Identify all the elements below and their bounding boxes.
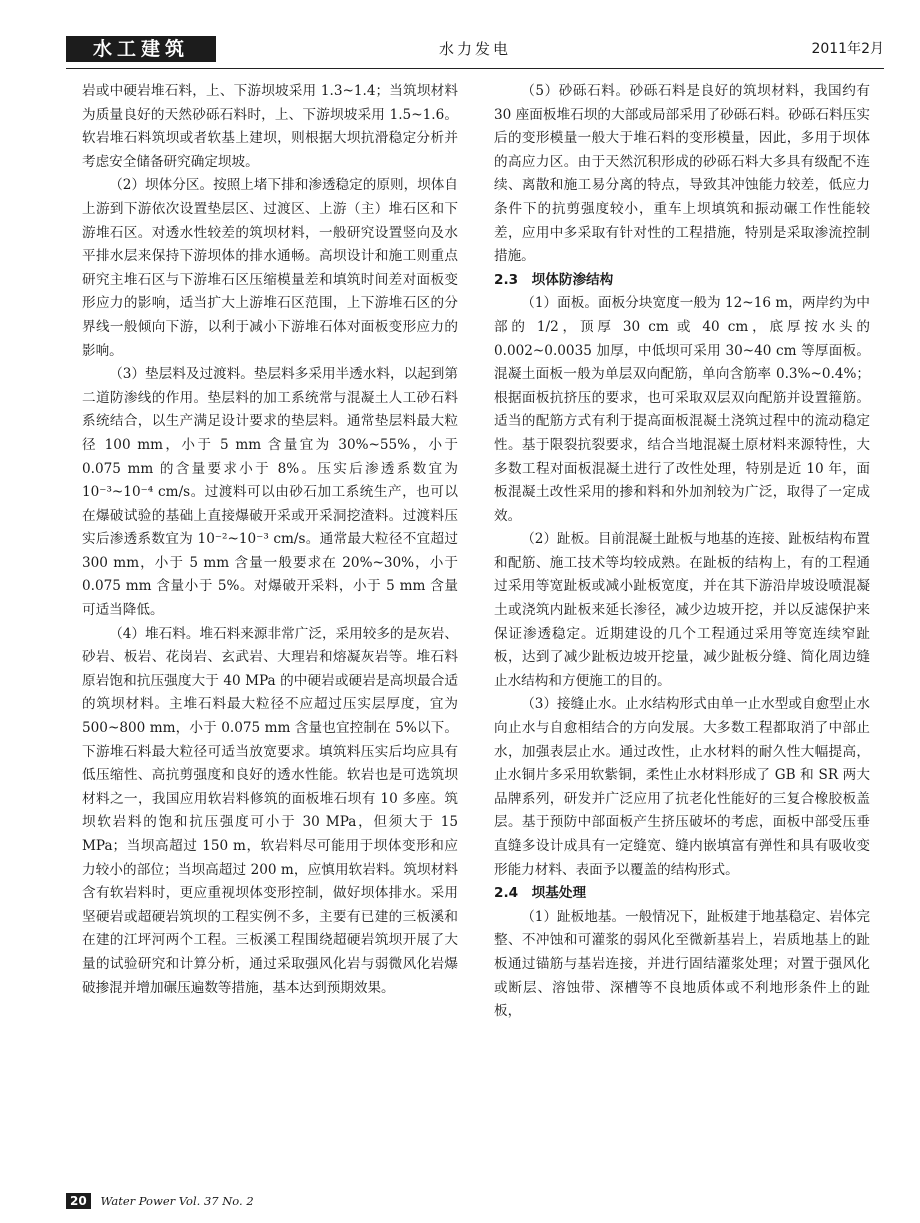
journal-issue: Water Power Vol. 37 No. 2 <box>100 1193 254 1208</box>
section-heading-2-4: 2.4 坝基处理 <box>494 885 587 902</box>
paragraph-slope-continued: 岩或中硬岩堆石料，上、下游坝坡采用 1.3~1.4；当筑坝材料为质量良好的天然砂砾石料时，上、下游坝坡采用 1.5~1.6。软岩堆石料筑坝或者软基上建坝，则根据大坝抗滑稳定分析并考虑安全储备研究确定坝坡。 <box>82 83 458 170</box>
section-tag: 水工建筑 <box>66 36 216 62</box>
paragraph-zoning: （2）坝体分区。按照上堵下排和渗透稳定的原则，坝体自上游到下游依次设置垫层区、过渡区、上游（主）堆石区和下游堆石区。对透水性较差的筑坝材料，一般研究设置竖向及水平排水层来保持下游坝体的排水通畅。高坝设计和施工则重点研究主堆石区与下游堆石区压缩模量差和填筑时间差对面板变形应力的影响，适当扩大上游堆石区范围，上下游堆石区的分界线一般倾向下游，以利于减小下游堆石体对面板变形应力的影响。 <box>82 177 458 359</box>
journal-name: 水力发电 <box>438 40 511 58</box>
paragraph-cushion-transition: （3）垫层料及过渡料。垫层料多采用半透水料，以起到第二道防渗线的作用。垫层料的加工系统常与混凝土人工砂石料系统结合，以生产满足设计要求的垫层料。通常垫层料最大粒径 100 mm，小于 5 mm 含量宜为 30%~55%，小于 0.075 mm 的含量要求小于 8%。压实后渗透系数宜为 10⁻³~10⁻⁴ cm/s。过渡料可以由砂石加工系统生产，也可以在爆破试验的基础上直接爆破开采或开采洞挖渣料。过渡料压实后渗透系数宜为 10⁻²~10⁻³ cm/s。通常最大粒径不宜超过 300 mm，小于 5 mm 含量一般要求在 20%~30%，小于 0.075 mm 含量小于 5%。对爆破开采料，小于 5 mm 含量可适当降低。 <box>82 366 458 619</box>
issue-date: 2011年2月 <box>811 41 884 57</box>
page-number: 20 <box>66 1193 91 1209</box>
right-column <box>494 80 870 1024</box>
paragraph-gravel: （5）砂砾石料。砂砾石料是良好的筑坝材料，我国约有 30 座面板堆石坝的大部或局部采用了砂砾石料。砂砾石料压实后的变形模量一般大于堆石料的变形模量，因此，多用于坝体的高应力区。由于天然沉积形成的砂砾石料大多具有级配不连续、离散和施工易分离的特点，导致其冲蚀能力较差，低应力条件下的抗剪强度较小，重车上坝填筑和振动碾工作性能较差，应用中多采取有针对性的工程措施，特别是采取渗流控制措施。 <box>494 83 870 265</box>
header-divider <box>66 68 884 69</box>
section-heading-2-3: 2.3 坝体防渗结构 <box>494 271 614 288</box>
page-header <box>66 36 884 64</box>
paragraph-face-slab: （1）面板。面板分块宽度一般为 12~16 m，两岸约为中部的 1/2，顶厚 30 cm 或 40 cm，底厚按水头的 0.002~0.0035 加厚，中低坝可采用 30~40 cm 等厚面板。混凝土面板一般为单层双向配筋，单向含筋率 0.3%~0.4%；根据面板抗挤压的要求，也可采取双层双向配筋并设置箍筋。适当的配筋方式有利于提高面板混凝土浇筑过程中的流动稳定性。基于限裂抗裂要求，结合当地混凝土原材料来源特性，大多数工程对面板混凝土进行了改性处理，特别是近 10 年，面板混凝土改性采用的掺和料和外加剂较为广泛，取得了一定成效。 <box>494 295 870 524</box>
paragraph-toe-slab: （2）趾板。目前混凝土趾板与地基的连接、趾板结构布置和配筋、施工技术等均较成熟。在趾板的结构上，有的工程通过采用等宽趾板或减小趾板宽度，并在其下游沿岸坡设喷混凝土或浇筑内趾板来延长渗径，减少边坡开挖，并以反滤保护来保证渗透稳定。近期建设的几个工程通过采用等宽连续窄趾板，达到了减少趾板边坡开挖量，减少趾板分缝、简化周边缝止水结构和方便施工的目的。 <box>494 531 870 689</box>
paragraph-toe-foundation: （1）趾板地基。一般情况下，趾板建于地基稳定、岩体完整、不冲蚀和可灌浆的弱风化至微新基岩上，岩质地基上的趾板通过锚筋与基岩连接，并进行固结灌浆处理；对置于强风化或断层、溶蚀带、深槽等不良地质体或不利地形条件上的趾板， <box>494 908 870 1020</box>
left-column <box>82 80 458 1000</box>
paragraph-rockfill: （4）堆石料。堆石料来源非常广泛，采用较多的是灰岩、砂岩、板岩、花岗岩、玄武岩、大理岩和熔凝灰岩等。堆石料原岩饱和抗压强度大于 40 MPa 的中硬岩或硬岩是高坝最合适的筑坝材料。主堆石料最大粒径不应超过压实层厚度，宜为 500~800 mm，小于 0.075 mm 含量也宜控制在 5%以下。下游堆石料最大粒径可适当放宽要求。填筑料压实后均应具有低压缩性、高抗剪强度和良好的透水性能。软岩也是可选筑坝材料之一，我国应用软岩料修筑的面板堆石坝有 10 多座。筑坝软岩料的饱和抗压强度可小于 30 MPa，但须大于 15 MPa；当坝高超过 150 m，软岩料尽可能用于坝体变形和应力较小的部位；当坝高超过 200 m，应慎用软岩料。筑坝材料含有软岩料时，更应重视坝体变形控制，做好坝体排水。采用坚硬岩或超硬岩筑坝的工程实例不多，主要有已建的三板溪和在建的江坪河两个工程。三板溪工程围绕超硬岩筑坝开展了大量的试验研究和计算分析，通过采取强风化岩与弱微风化岩爆破掺混并增加碾压遍数等措施，基本达到预期效果。 <box>82 625 458 996</box>
page-footer <box>66 1191 254 1209</box>
paragraph-joint-waterstop: （3）接缝止水。止水结构形式由单一止水型或自愈型止水向止水与自愈相结合的方向发展。大多数工程都取消了中部止水，加强表层止水。通过改性，止水材料的耐久性大幅提高，止水铜片多采用软紫铜，柔性止水材料形成了 GB 和 SR 两大品牌系列，研发并广泛应用了抗老化性能好的三复合橡胶板盖层。基于预防中部面板产生挤压破坏的考虑，面板中部受压垂直缝多设计成具有一定缝宽、缝内嵌填富有弹性和具有吸收变形能力材料、表面予以覆盖的结构形式。 <box>494 696 870 878</box>
